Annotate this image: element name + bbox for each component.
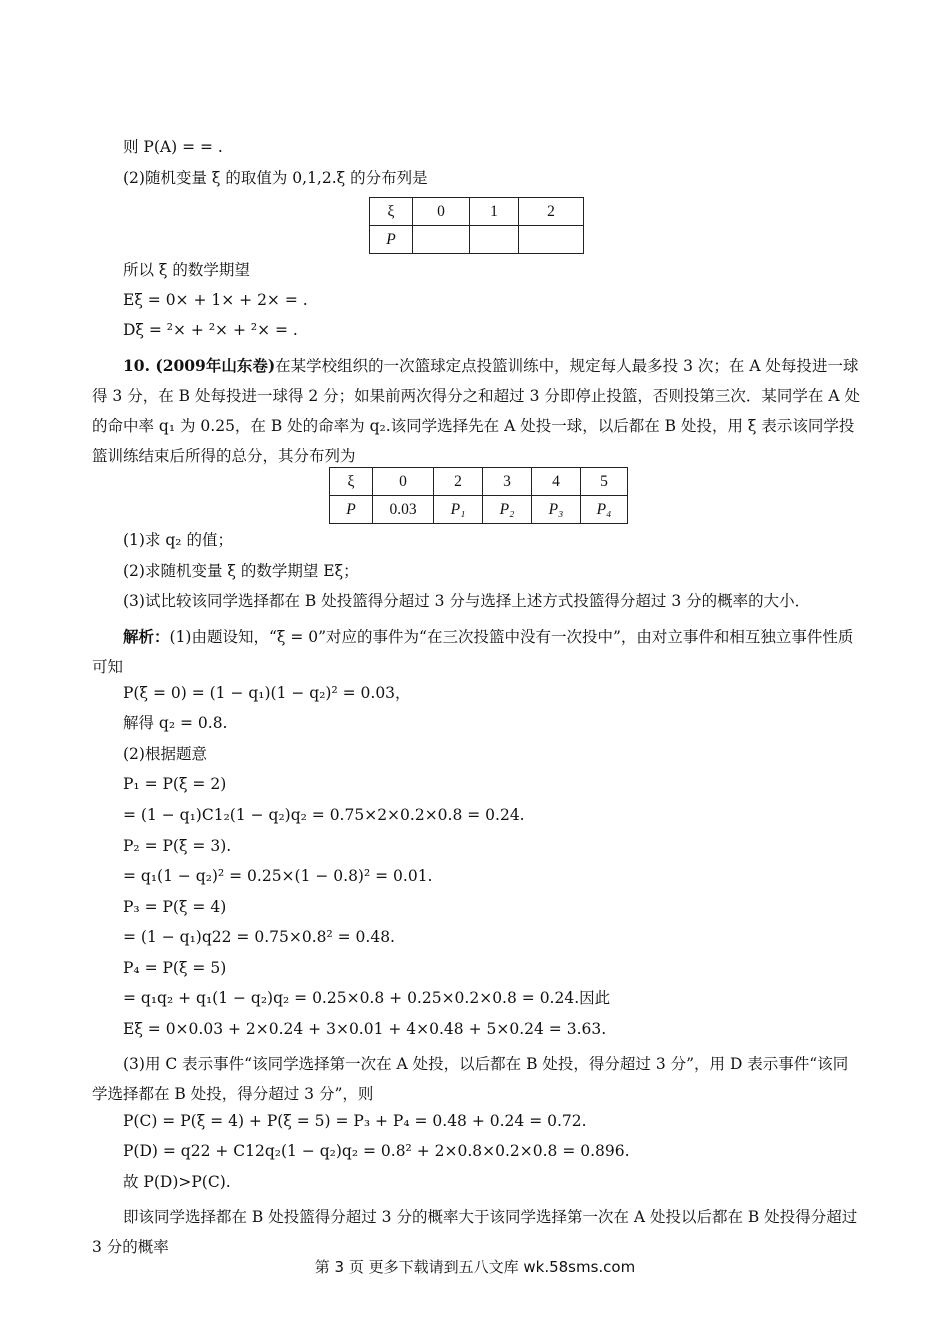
question-1: (1)求 q₂ 的值； — [123, 531, 233, 549]
distribution-table-1 — [369, 197, 584, 254]
table-cell: P₄ — [581, 496, 628, 524]
solution-line: P(ξ = 0) = (1 − q₁)(1 − q₂)² = 0.03， — [123, 684, 411, 702]
table-cell: 0 — [373, 468, 434, 496]
table-row — [370, 226, 584, 254]
question-2: (2)求随机变量 ξ 的数学期望 Eξ； — [123, 562, 359, 580]
question-3: (3)试比较该同学选择都在 B 处投篮得分超过 3 分与选择上述方式投篮得分超过 3 分的概率的大小． — [123, 592, 811, 610]
solution-line: = (1 − q₁)C1₂(1 − q₂)q₂ = 0.75×2×0.2×0.8 = 0.24. — [123, 806, 525, 824]
table-cell: 5 — [581, 468, 628, 496]
table-cell: P₁ — [434, 496, 483, 524]
solution-line: 故 P(D)>P(C). — [123, 1173, 231, 1191]
table-cell — [413, 226, 470, 254]
solution-part-1 — [92, 622, 860, 682]
table-cell — [470, 226, 519, 254]
problem-source: 10. (2009年山东卷) — [123, 356, 276, 375]
table-cell: 1 — [470, 198, 519, 226]
table-cell: ξ — [330, 468, 373, 496]
table-cell: 0 — [413, 198, 470, 226]
conclusion: 即该同学选择都在 B 处投篮得分超过 3 分的概率大于该同学选择第一次在 A 处投以后都在 B 处投得分超过 3 分的概率 — [92, 1208, 858, 1256]
table-cell: ξ — [370, 198, 413, 226]
solution-line: = q₁(1 − q₂)² = 0.25×(1 − 0.8)² = 0.01. — [123, 867, 433, 885]
problem-text: 在某学校组织的一次篮球定点投篮训练中，规定每人最多投 3 次；在 A 处每投进一球得 3 分，在 B 处每投进一球得 2 分；如果前两次得分之和超过 3 分即停止投篮，否则投第三次．某同学在 A 处的命中率 q₁ 为 0.25，在 B 处的命率为 q₂.该同学选择先在 A 处投一球，以后都在 B 处投，用 ξ 表示该同学投篮训练结束后所得的总分，其分布列为 — [92, 357, 860, 465]
solution-line: P₃ = P(ξ = 4) — [123, 898, 227, 916]
table-cell: 4 — [532, 468, 581, 496]
solution-line: P₄ = P(ξ = 5) — [123, 959, 227, 977]
solution-line: 解得 q₂ = 0.8. — [123, 714, 228, 732]
line-expectation: Eξ = 0× + 1× + 2× = . — [123, 291, 308, 309]
table-cell: P₂ — [483, 496, 532, 524]
page-footer: 第 3 页 更多下载请到五八文库 wk.58sms.com — [314, 1258, 636, 1276]
solution-line: = (1 − q₁)q22 = 0.75×0.8² = 0.48. — [123, 928, 395, 946]
solution-line: Eξ = 0×0.03 + 2×0.24 + 3×0.01 + 4×0.48 + 5×0.24 = 3.63. — [123, 1020, 607, 1038]
solution-label: 解析： — [123, 627, 170, 646]
solution-line: (2)根据题意 — [123, 745, 207, 763]
problem-10 — [92, 351, 860, 471]
table-cell: 2 — [434, 468, 483, 496]
table-row — [330, 468, 628, 496]
solution-line: = q₁q₂ + q₁(1 − q₂)q₂ = 0.25×0.8 + 0.25×0.2×0.8 = 0.24.因此 — [123, 989, 611, 1007]
line-xi-values: (2)随机变量 ξ 的取值为 0,1,2.ξ 的分布列是 — [123, 169, 428, 187]
table-cell: 0.03 — [373, 496, 434, 524]
distribution-table-2 — [329, 467, 628, 524]
line-variance: Dξ = ²× + ²× + ²× = . — [123, 321, 298, 339]
table-cell: P — [330, 496, 373, 524]
solution-line: P(C) = P(ξ = 4) + P(ξ = 5) = P₃ + P₄ = 0.48 + 0.24 = 0.72. — [123, 1112, 587, 1130]
table-cell: P₃ — [532, 496, 581, 524]
solution-line: P₂ = P(ξ = 3). — [123, 837, 232, 855]
table-cell — [519, 226, 584, 254]
table-row — [370, 198, 584, 226]
solution-line: P₁ = P(ξ = 2) — [123, 775, 227, 793]
table-cell: 2 — [519, 198, 584, 226]
solution-line: P(D) = q22 + C12q₂(1 − q₂)q₂ = 0.8² + 2×0.8×0.2×0.8 = 0.896. — [123, 1142, 630, 1160]
line-expectation-label: 所以 ξ 的数学期望 — [123, 261, 250, 279]
solution-text: (1)由题设知，“ξ = 0”对应的事件为“在三次投篮中没有一次投中”，由对立事件和相互独立事件性质可知 — [92, 628, 854, 676]
table-row — [330, 496, 628, 524]
table-cell: 3 — [483, 468, 532, 496]
solution-part-3: (3)用 C 表示事件“该同学选择第一次在 A 处投，以后都在 B 处投，得分超过 3 分”，用 D 表示事件“该同学选择都在 B 处投，得分超过 3 分”，则 — [92, 1055, 849, 1103]
table-cell: P — [370, 226, 413, 254]
line-pa: 则 P(A) = = . — [123, 138, 223, 156]
